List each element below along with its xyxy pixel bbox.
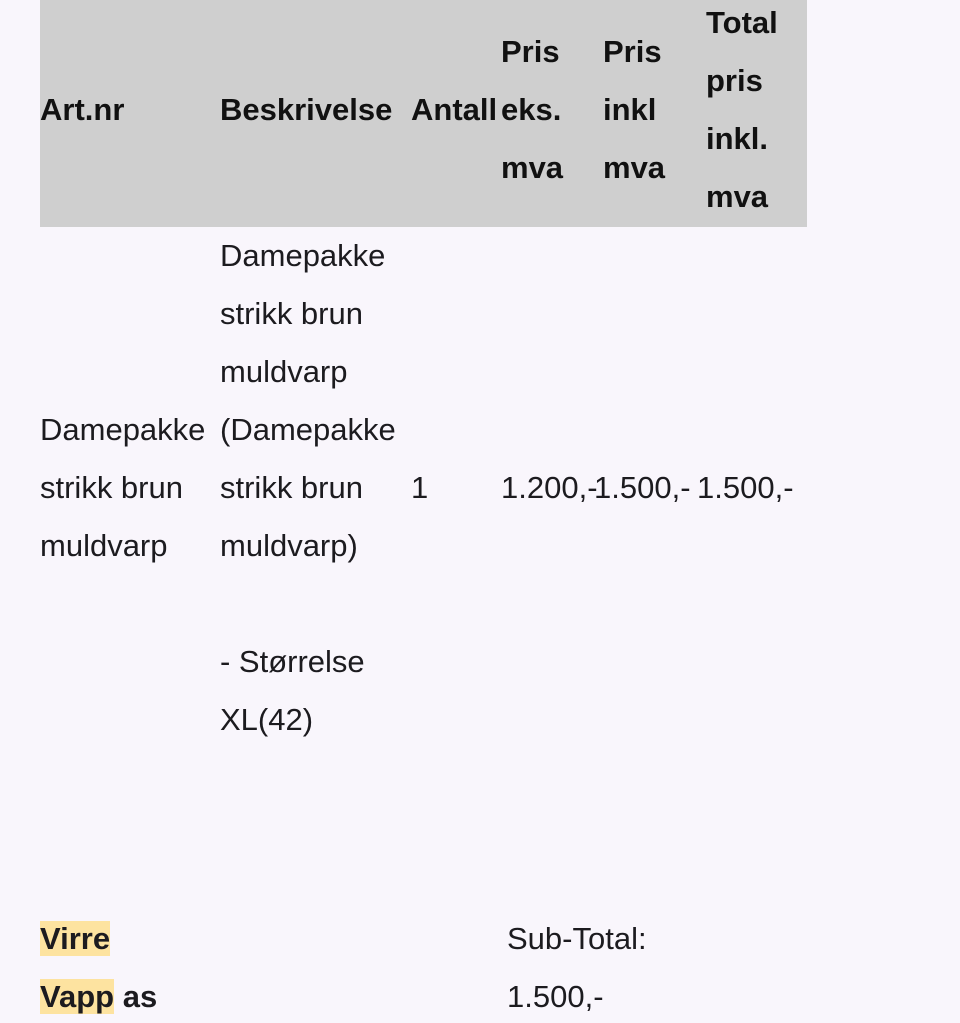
header-pris-inkl-mva: Pris inkl mva	[603, 34, 666, 185]
header-total-pris-inkl-mva: Total pris inkl. mva	[706, 5, 778, 214]
header-beskrivelse: Beskrivelse	[220, 92, 393, 127]
company-name-line2: Vapp as	[40, 979, 158, 1014]
subtotal-value: 1.500,-	[507, 979, 604, 1014]
cell-art-nr: Damepakke strikk brun muldvarp	[40, 412, 206, 563]
cell-antall: 1	[411, 470, 429, 505]
cell-total: 1.500,-	[697, 470, 794, 505]
cell-pris-eks-mva: 1.200,-	[501, 470, 598, 505]
cell-pris-inkl-mva: 1.500,-	[594, 470, 691, 505]
header-antall: Antall	[411, 92, 498, 127]
header-pris-eks-mva: Pris eks. mva	[501, 34, 564, 185]
cell-beskrivelse: Damepakke strikk brun muldvarp (Damepakke strikk brun muldvarp) - Størrelse XL(42)	[220, 238, 396, 737]
search-highlight: Vapp	[40, 979, 115, 1014]
subtotal-label: Sub-Total:	[507, 921, 647, 956]
search-highlight: Virre	[40, 921, 111, 956]
header-art-nr: Art.nr	[40, 92, 125, 127]
company-name-line1	[40, 910, 110, 968]
